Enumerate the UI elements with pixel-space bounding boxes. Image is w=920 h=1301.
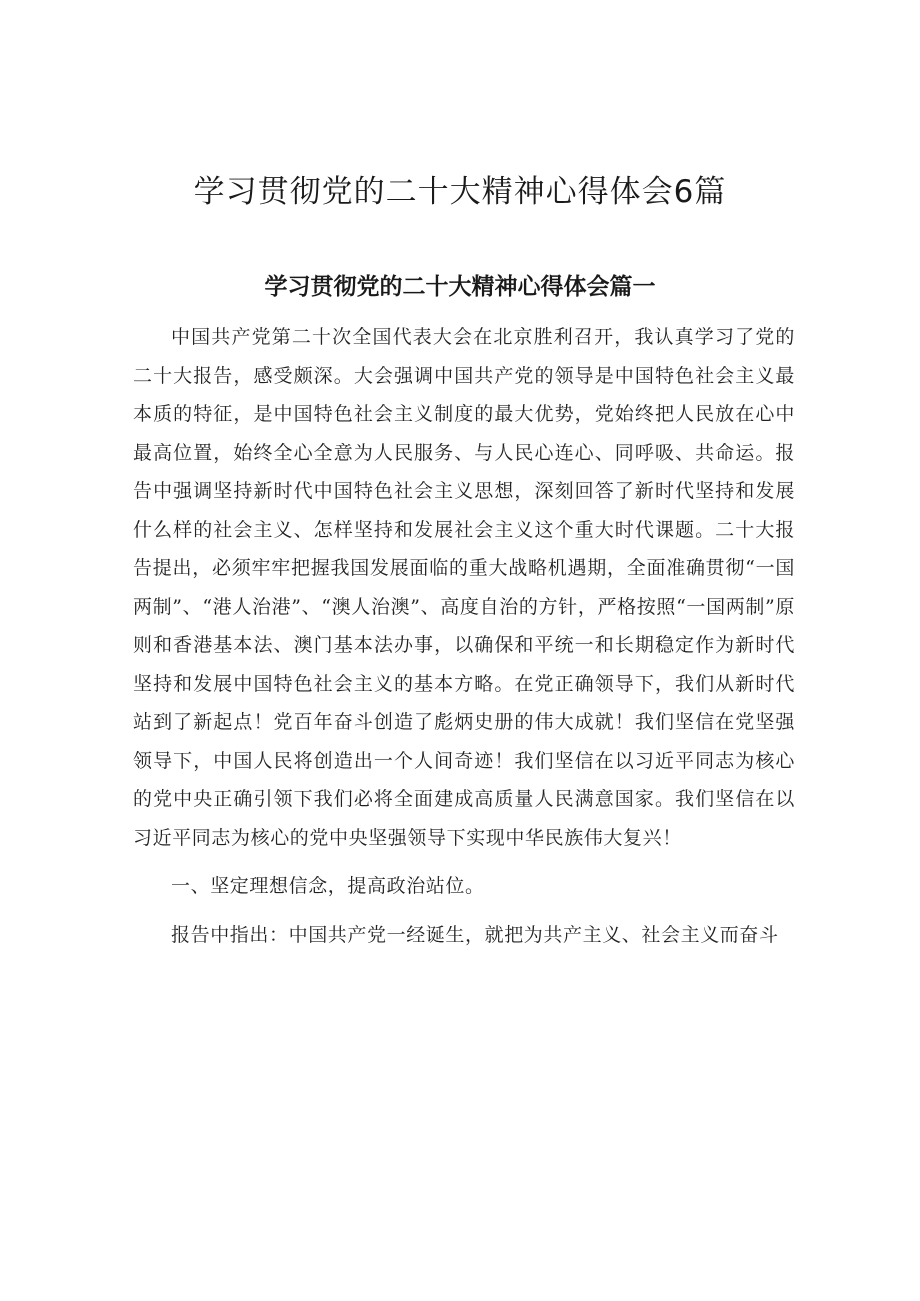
body-paragraph: 报告中指出：中国共产党一经诞生，就把为共产主义、社会主义而奋斗 <box>171 923 779 946</box>
document-body <box>133 318 795 954</box>
body-paragraph: 中国共产党第二十次全国代表大会在北京胜利召开，我认真学习了党的二十大报告，感受颇深。大会强调中国共产党的领导是中国特色社会主义最本质的特征，是中国特色社会主义制度的最大优势，党始终把人民放在心中最高位置，始终全心全意为人民服务、与人民心连心、同呼吸、共命运。报告中强调坚持新时代中国特色社会主义思想，深刻回答了新时代坚持和发展什么样的社会主义、怎样坚持和发展社会主义这个重大时代课题。二十大报告提出，必须牢牢把握我国发展面临的重大战略机遇期，全面准确贯彻“一国两制”、“港人治港”、“澳人治澳”、高度自治的方针，严格按照“一国两制”原则和香港基本法、澳门基本法办事，以确保和平统一和长期稳定作为新时代坚持和发展中国特色社会主义的基本方略。在党正确领导下，我们从新时代站到了新起点！党百年奋斗创造了彪炳史册的伟大成就！我们坚信在党坚强领导下，中国人民将创造出一个人间奇迹！我们坚信在以习近平同志为核心的党中央正确引领下我们必将全面建成高质量人民满意国家。我们坚信在以习近平同志为核心的党中央坚强领导下实现中华民族伟大复兴！ <box>133 326 795 849</box>
section-heading-paragraph: 一、坚定理想信念，提高政治站位。 <box>171 875 485 897</box>
document-title: 学习贯彻党的二十大精神心得体会6篇 <box>193 174 727 210</box>
section-title: 学习贯彻党的二十大精神心得体会篇一 <box>264 274 656 300</box>
